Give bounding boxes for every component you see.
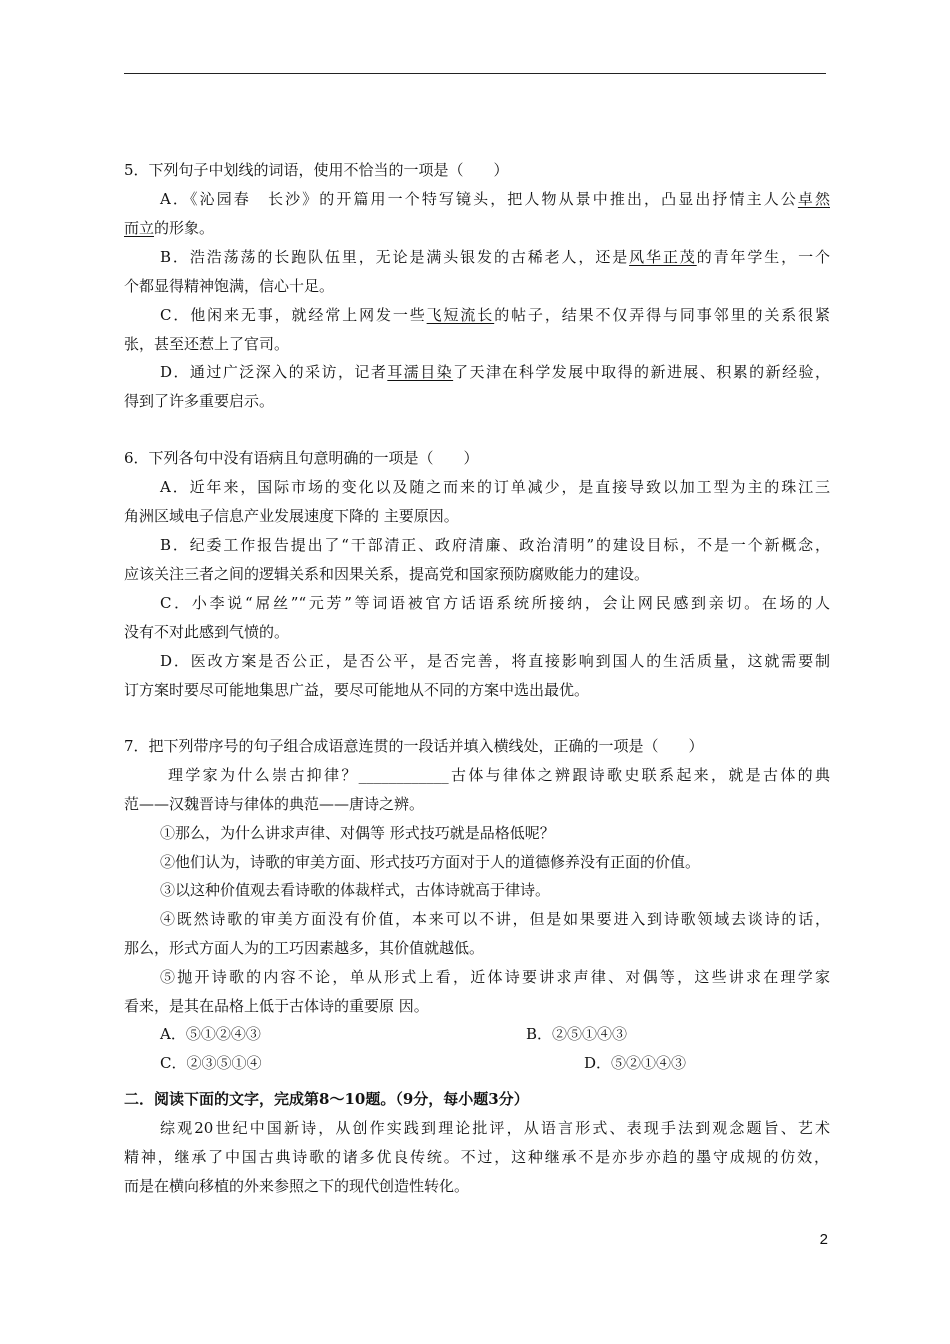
q7-sentence-3: ③以这种价值观去看诗歌的体裁样式，古体诗就高于律诗。 (160, 881, 551, 899)
q5-stem: 5．下列句子中划线的词语，使用不恰当的一项是（ ） (124, 161, 509, 179)
q6-option-a-line2: 角洲区域电子信息产业发展速度下降的 主要原因。 (124, 507, 459, 525)
q7-passage-line2: 范——汉魏晋诗与律体的典范——唐诗之辨。 (124, 795, 425, 813)
underlined-word: 耳濡目染 (387, 363, 454, 381)
q7-sentence-1: ①那么，为什么讲求声律、对偶等 形式技巧就是品格低呢？ (160, 824, 555, 842)
q7-sentence-2: ②他们认为，诗歌的审美方面、形式技巧方面对于人的道德修养没有正面的价值。 (160, 853, 701, 871)
q7-sentence-5-line2: 看来，是其在品格上低于古体诗的重要原 因。 (124, 997, 429, 1015)
q7-sentence-4-line2: 那么，形式方面人为的工巧因素越多，其价值就越低。 (124, 939, 485, 957)
q7-sentence-4-line1: ④既然诗歌的审美方面没有价值，本来可以不讲，但是如果要进入到诗歌领域去谈诗的话， (160, 910, 830, 928)
q7-passage-line1: 理学家为什么崇古抑律？____________古体与律体之辨跟诗歌史联系起来，就是古体的典 (168, 766, 830, 784)
page-number: 2 (819, 1231, 828, 1248)
q7-option-b: B．②⑤①④③ (526, 1025, 628, 1043)
q5-option-a-line2: 而立的形象。 (124, 219, 215, 237)
section-2-heading: 二．阅读下面的文字，完成第8～10题。（9分，每小题3分） (124, 1090, 529, 1108)
underlined-word: 而立 (124, 219, 155, 237)
q6-option-c-line2: 没有不对此感到气愤的。 (124, 623, 290, 641)
q7-stem: 7．把下列带序号的句子组合成语意连贯的一段话并填入横线处，正确的一项是（ ） (124, 737, 704, 755)
q6-option-b-line1: B．纪委工作报告提出了“干部清正、政府清廉、政治清明”的建设目标，不是一个新概念， (160, 536, 830, 554)
section-2-paragraph-line2: 精神，继承了中国古典诗歌的诸多优良传统。不过，这种继承不是亦步亦趋的墨守成规的仿效， (124, 1148, 829, 1166)
underlined-word: 风华正茂 (629, 248, 697, 266)
underlined-word: 卓然 (797, 190, 830, 208)
q6-option-c-line1: C．小李说“屌丝”“元芳”等词语被官方话语系统所接纳，会让网民感到亲切。在场的人 (160, 594, 830, 612)
q6-stem: 6．下列各句中没有语病且句意明确的一项是（ ） (124, 449, 479, 467)
q7-option-d: D．⑤②①④③ (584, 1054, 687, 1072)
q5-option-c-line2: 张，甚至还惹上了官司。 (124, 335, 290, 353)
q7-option-c: C．②③⑤①④ (160, 1054, 262, 1072)
section-2-paragraph-line1: 综观20世纪中国新诗，从创作实践到理论批评，从语言形式、表现手法到观念题旨、艺术 (160, 1119, 830, 1137)
q5-option-d-line2: 得到了许多重要启示。 (124, 392, 275, 410)
q5-option-d-line1: D．通过广泛深入的采访，记者耳濡目染了天津在科学发展中取得的新进展、积累的新经验， (160, 363, 830, 381)
underlined-word: 飞短流长 (426, 306, 495, 324)
q5-option-b-line1: B．浩浩荡荡的长跑队伍里，无论是满头银发的古稀老人，还是风华正茂的青年学生，一个 (160, 248, 830, 266)
q5-option-c-line1: C．他闲来无事，就经常上网发一些飞短流长的帖子，结果不仅弄得与同事邻里的关系很紧 (160, 306, 830, 324)
q5-option-b-line2: 个都显得精神饱满，信心十足。 (124, 277, 335, 295)
q5-option-a-line1: A．《沁园春 长沙》的开篇用一个特写镜头，把人物从景中推出，凸显出抒情主人公卓然 (160, 190, 830, 208)
q7-option-a: A．⑤①②④③ (160, 1025, 261, 1043)
q6-option-b-line2: 应该关注三者之间的逻辑关系和因果关系，提高党和国家预防腐败能力的建设。 (124, 565, 650, 583)
q6-option-d-line1: D．医改方案是否公正，是否公平，是否完善，将直接影响到国人的生活质量，这就需要制 (160, 652, 830, 670)
header-rule (124, 73, 826, 74)
section-2-paragraph-line3: 而是在横向移植的外来参照之下的现代创造性转化。 (124, 1177, 470, 1195)
q7-sentence-5-line1: ⑤抛开诗歌的内容不论，单从形式上看，近体诗要讲求声律、对偶等，这些讲求在理学家 (160, 968, 830, 986)
q6-option-d-line2: 订方案时要尽可能地集思广益，要尽可能地从不同的方案中选出最优。 (124, 681, 590, 699)
q6-option-a-line1: A．近年来，国际市场的变化以及随之而来的订单减少，是直接导致以加工型为主的珠江三 (160, 478, 830, 496)
